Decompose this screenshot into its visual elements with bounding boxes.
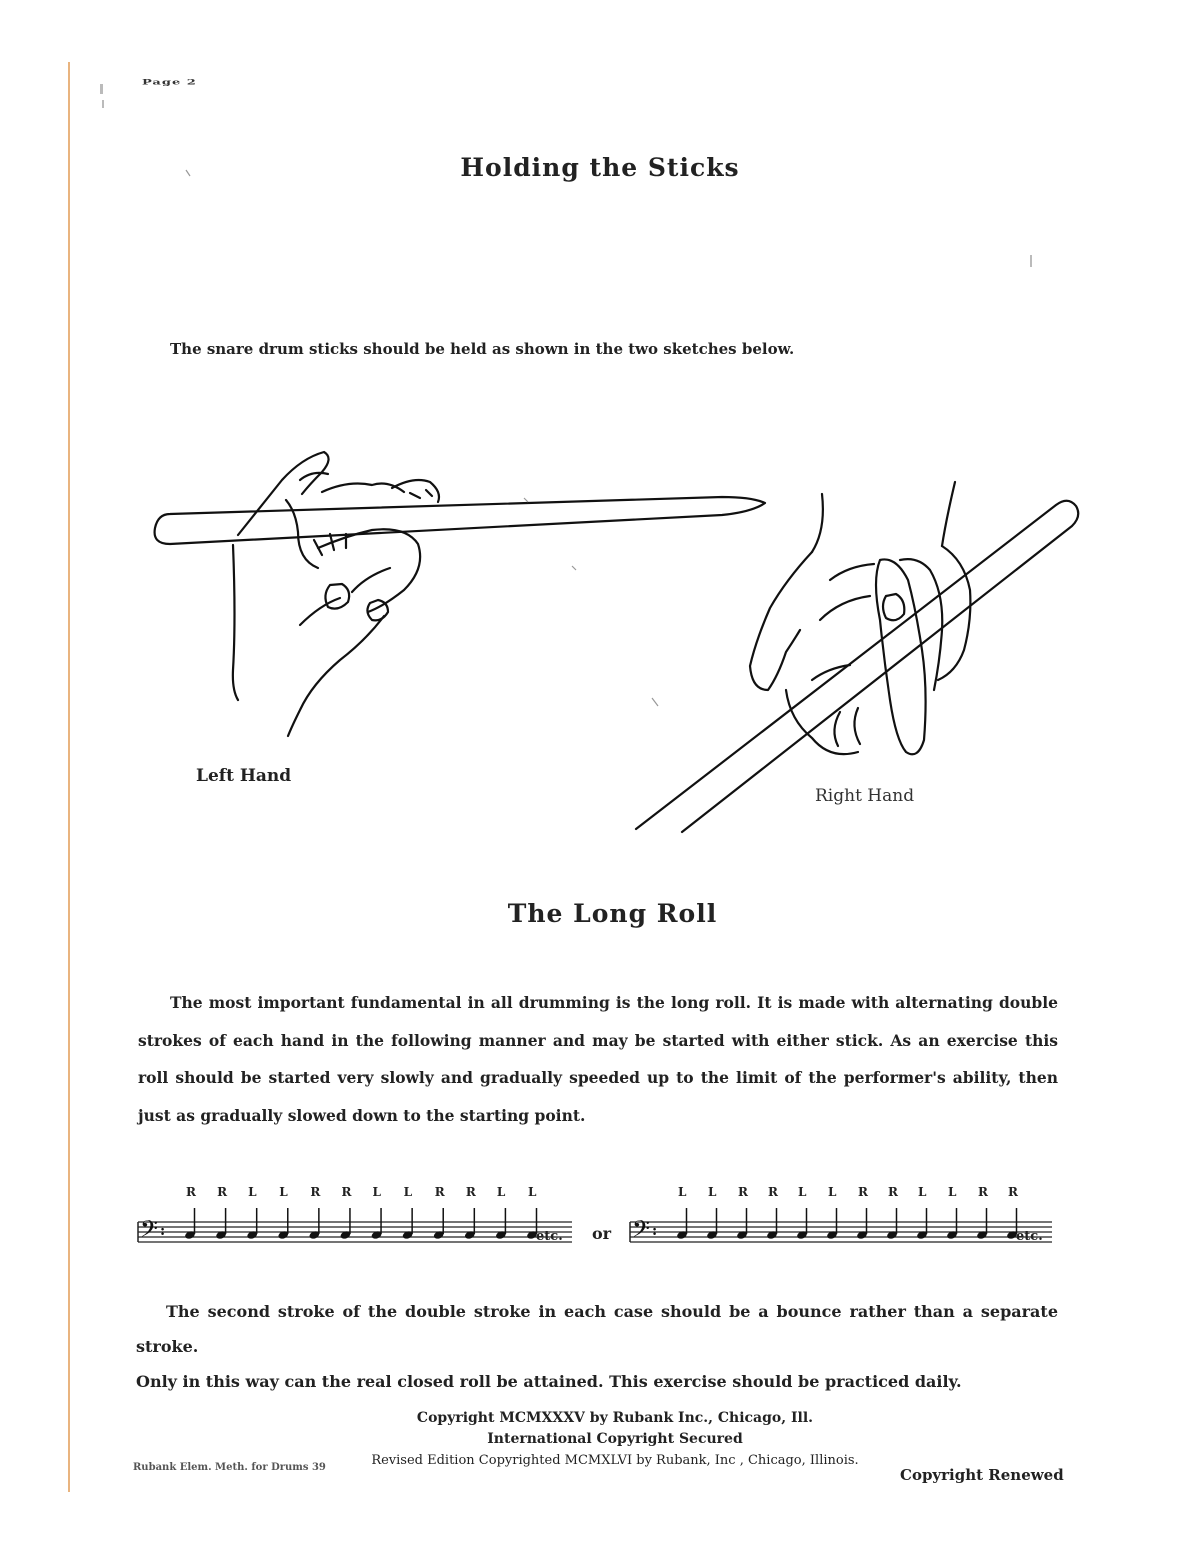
copyright-line: International Copyright Secured: [487, 1431, 743, 1447]
sticking-label: R: [888, 1185, 898, 1199]
clef-dots: :: [652, 1223, 658, 1239]
etc-label: etc.: [1016, 1229, 1043, 1244]
clef-dots: :: [160, 1223, 166, 1239]
sticking-label: R: [310, 1185, 321, 1199]
sticking-label: L: [828, 1185, 837, 1199]
bass-clef-icon: 𝄢: [632, 1215, 651, 1248]
sticking-label: R: [768, 1185, 778, 1199]
bass-clef-icon: 𝄢: [140, 1215, 159, 1248]
sticking-label: R: [186, 1185, 196, 1199]
copyright-renewed: Copyright Renewed: [900, 1466, 1064, 1484]
sticking-label: R: [1008, 1185, 1018, 1199]
page-number: Page 2: [142, 78, 197, 87]
sticking-label: R: [978, 1185, 988, 1199]
etc-label: etc.: [536, 1229, 563, 1244]
sticking-label: L: [279, 1185, 288, 1199]
closing-line: Only in this way can the real closed roll be attained. This exercise should be practiced daily.: [136, 1372, 962, 1391]
sticking-label: L: [528, 1185, 537, 1199]
section-title-holding-sticks: Holding the Sticks: [460, 153, 740, 182]
sticking-label: L: [678, 1185, 687, 1199]
sticking-label: R: [217, 1185, 228, 1199]
sticking-label: L: [798, 1185, 807, 1199]
copyright-line: Revised Edition Copyrighted MCMXLVI by Rubank, Inc , Chicago, Illinois.: [371, 1453, 859, 1468]
paragraph-line: just as gradually slowed down to the starting point.: [138, 1105, 586, 1125]
right-hand-label: Right Hand: [815, 786, 915, 806]
intro-sentence: The snare drum sticks should be held as shown in the two sketches below.: [170, 340, 795, 358]
sticking-label: L: [918, 1185, 927, 1199]
closing-paragraph: [136, 1294, 1058, 1399]
or-connector: or: [592, 1224, 612, 1243]
sticking-label: L: [248, 1185, 257, 1199]
left-hand-label: Left Hand: [196, 766, 292, 786]
staff-right: [630, 1185, 1052, 1248]
paragraph-line: The most important fundamental in all drumming is the long roll. It is made with alternating double: [170, 993, 1058, 1012]
section-title-long-roll: The Long Roll: [507, 899, 718, 928]
sticking-label: L: [948, 1185, 957, 1199]
sticking-label: R: [858, 1185, 868, 1199]
sticking-label: R: [738, 1185, 748, 1199]
sticking-label: R: [434, 1185, 445, 1199]
paragraph-line: strokes of each hand in the following manner and may be started with either stick. As an exercise this: [138, 1030, 1058, 1050]
paragraph-line: roll should be started very slowly and gradually speeded up to the limit of the performer's ability, then: [138, 1068, 1058, 1087]
staff-left: [138, 1185, 572, 1248]
closing-line: The second stroke of the double stroke in each case should be a bounce rather than a separate stroke.: [136, 1302, 1058, 1356]
sticking-label: L: [496, 1185, 506, 1199]
sticking-label: L: [403, 1185, 413, 1199]
copyright-line: Copyright MCMXXXV by Rubank Inc., Chicago, Ill.: [416, 1410, 814, 1426]
sticking-label: R: [465, 1185, 476, 1199]
publication-footer: Rubank Elem. Meth. for Drums 39: [133, 1462, 326, 1473]
sticking-label: R: [341, 1185, 352, 1199]
sticking-label: L: [372, 1185, 381, 1199]
sticking-label: L: [708, 1185, 717, 1199]
